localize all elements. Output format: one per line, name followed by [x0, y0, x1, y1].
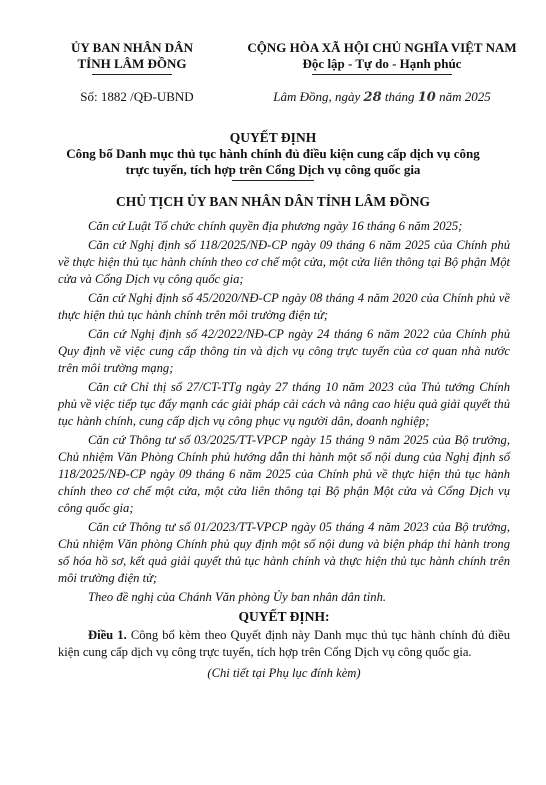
- date-place: Lâm Đồng, ngày: [273, 89, 361, 104]
- legal-basis-item: Căn cứ Luật Tổ chức chính quyền địa phương ngày 16 tháng 6 năm 2025;: [88, 219, 463, 233]
- article-1-text: Công bố kèm theo Quyết định này Danh mục thủ tục hành chính đủ điều kiện cung cấp dịch vụ công trực tuyến, tích hợp trên Cổng Dịch vụ công quốc gia.: [58, 628, 510, 659]
- issue-date: [232, 89, 532, 105]
- article-1-label: Điều 1.: [88, 628, 127, 642]
- national-title-block: [232, 40, 532, 75]
- issuing-agency-line1: ỦY BAN NHÂN DÂN: [71, 40, 193, 55]
- national-motto: Độc lập - Tự do - Hạnh phúc: [302, 56, 462, 71]
- document-number-prefix: Số: 1882: [80, 89, 127, 104]
- document-subject-line1: Công bố Danh mục thủ tục hành chính đủ điều kiện cung cấp dịch vụ công: [66, 146, 480, 161]
- document-number-suffix: /QĐ-UBND: [130, 89, 194, 104]
- document-number: [62, 89, 212, 105]
- document-subject-line2: trực tuyến, tích hợp trên Cổng Dịch vụ công quốc gia: [125, 162, 421, 177]
- national-name: CỘNG HÒA XÃ HỘI CHỦ NGHĨA VIỆT NAM: [247, 40, 517, 55]
- date-month: 10: [417, 90, 436, 105]
- date-month-label: tháng: [384, 89, 415, 104]
- document-title: QUYẾT ĐỊNH: [229, 130, 317, 145]
- legal-basis-item: Căn cứ Nghị định số 45/2020/NĐ-CP ngày 08 tháng 4 năm 2020 của Chính phủ về thực hiện thủ tục hành chính trên môi trường điện tử;: [58, 291, 510, 322]
- legal-basis-item: Theo đề nghị của Chánh Văn phòng Ủy ban nhân dân tỉnh.: [88, 590, 387, 604]
- article-1: [58, 627, 510, 661]
- legal-basis-item: Căn cứ Nghị định số 118/2025/NĐ-CP ngày 09 tháng 6 năm 2025 của Chính phủ về thực hiện thủ tục hành chính theo cơ chế một cửa, một cửa liên thông tại Bộ phận Một cửa và Cổng Dịch vụ công quốc gia;: [58, 238, 510, 286]
- date-year: năm 2025: [439, 89, 491, 104]
- document-body: [58, 218, 510, 684]
- agency-underline: [92, 74, 172, 75]
- title-underline: [232, 180, 314, 181]
- date-day: 28: [363, 90, 382, 105]
- signing-authority: CHỦ TỊCH ỦY BAN NHÂN DÂN TỈNH LÂM ĐỒNG: [115, 194, 431, 209]
- legal-bases: [58, 218, 510, 606]
- decision-heading: QUYẾT ĐỊNH:: [238, 609, 330, 624]
- issuing-agency-block: [62, 40, 202, 75]
- legal-basis-item: Căn cứ Chỉ thị số 27/CT-TTg ngày 27 tháng 10 năm 2023 của Thủ tướng Chính phủ về việc tiếp tục đẩy mạnh các giải pháp cải cách và nâng cao hiệu quả giải quyết thủ tục hành chính, cung cấp dịch vụ công phục vụ người dân, doanh nghiệp;: [58, 380, 510, 428]
- motto-underline: [312, 74, 452, 75]
- legal-basis-item: Căn cứ Thông tư số 03/2025/TT-VPCP ngày 15 tháng 9 năm 2025 của Bộ trưởng, Chủ nhiệm Văn Phòng Chính phủ hướng dẫn thi hành một số nội dung của Nghị định số 118/2025/NĐ-CP ngày 09 tháng 6 năm 2025 của Chính phủ về thực hiện thủ tục hành chính theo cơ chế một cửa, một cửa liên thông tại Bộ phận Một cửa và Cổng Dịch vụ công quốc gia;: [58, 433, 510, 515]
- legal-basis-item: Căn cứ Nghị định số 42/2022/NĐ-CP ngày 24 tháng 6 năm 2022 của Chính phủ Quy định về việc cung cấp thông tin và dịch vụ công trực tuyến của cơ quan nhà nước trên môi trường mạng;: [58, 327, 510, 375]
- article-1-detail-note: (Chi tiết tại Phụ lục đính kèm): [207, 666, 361, 680]
- issuing-agency-line2: TỈNH LÂM ĐỒNG: [77, 56, 187, 71]
- legal-basis-item: Căn cứ Thông tư số 01/2023/TT-VPCP ngày 05 tháng 4 năm 2023 của Bộ trưởng, Chủ nhiệm Văn phòng Chính phủ quy định một số nội dung và biện pháp thi hành trong số hóa hồ sơ, kết quả giải quyết thủ tục hành chính và thực hiện thủ tục hành chính trên môi trường điện tử;: [58, 520, 510, 585]
